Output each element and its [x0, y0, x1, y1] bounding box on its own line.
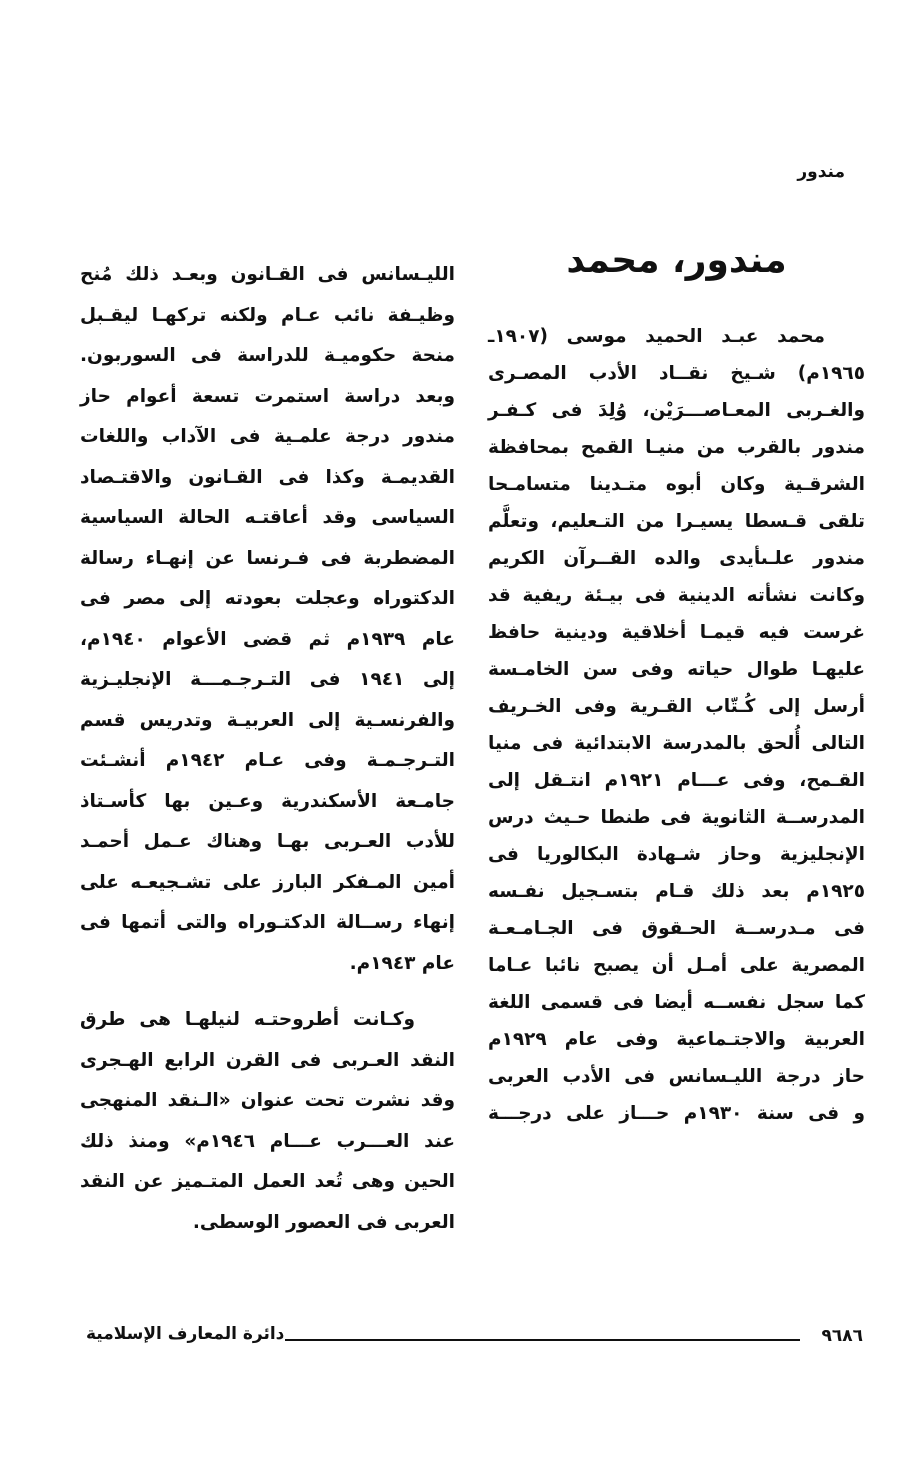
- text-line: منحة حكوميـة للدراسة فى السوربون.: [80, 345, 455, 366]
- text-line: تلقى قـسطا يسيـرا من التـعليم، وتعلَّم: [488, 511, 865, 532]
- text-line: وظيـفة نائب عـام ولكنه تركهـا ليقـبل: [80, 304, 455, 326]
- text-line: مندور علـىأيدى والده القــرآن الكريم: [488, 548, 865, 569]
- text-line: وبعد دراسة استمرت تسعة أعوام حاز: [80, 385, 455, 407]
- text-line: عند العـــرب عـــام ١٩٤٦م» ومنذ ذلك: [80, 1130, 456, 1152]
- text-line: عام ١٩٤٣م.: [349, 952, 455, 974]
- text-line: محمد عبـد الحميد موسى (١٩٠٧ـ: [488, 326, 825, 347]
- text-line: الحين وهى تُعد العمل المتـميز عن النقد: [80, 1171, 455, 1192]
- text-line: مندور بالقرب من منيـا القمح بمحافظة: [488, 437, 865, 458]
- paragraph-gap: [80, 984, 455, 1000]
- running-head: مندور: [797, 162, 845, 182]
- text-line: النقد العـربى فى القرن الرابع الهـجرى: [80, 1049, 455, 1071]
- text-line: التـرجـمـة وفى عـام ١٩٤٢م أنشـئت: [80, 750, 456, 771]
- left-column: [80, 255, 455, 1243]
- text-line: المدرســة الثانوية فى طنطا حـيث درس: [488, 807, 865, 828]
- text-line: الليـسانس فى القـانون وبعـد ذلك مُنح: [80, 264, 455, 285]
- text-line: مندور درجة علمـية فى الآداب واللغات: [80, 426, 455, 447]
- text-line: إنهاء رســالة الدكتـوراه والتى أتمها فى: [80, 912, 455, 933]
- text-line: كما سجل نفســه أيضا فى قسمى اللغة: [488, 992, 865, 1013]
- text-line: إلى ١٩٤١ فى التـرجـمـــة الإنجليـزية: [80, 669, 455, 690]
- text-line: التالى أُلحق بالمدرسة الابتدائية فى منيا: [488, 733, 865, 754]
- text-line: السياسى وقد أعاقتـه الحالة السياسية: [80, 507, 455, 528]
- footer-rule: [285, 1339, 800, 1341]
- text-line: وكـانت أطروحتـه لنيلهـا هى طرق: [80, 1009, 415, 1030]
- text-line: الدكتوراه وعجلت بعودته إلى مصر فى: [80, 588, 455, 609]
- text-line: عام ١٩٣٩م ثم قضى الأعوام ١٩٤٠م،: [80, 628, 455, 650]
- text-line: والفرنسـية إلى العربيـة وتدريس قسم: [80, 709, 455, 731]
- page-number: ٩٦٨٦: [821, 1326, 863, 1346]
- text-line: العربية والاجتـماعية وفى عام ١٩٢٩م: [488, 1029, 865, 1050]
- text-line: و فى سنة ١٩٣٠م حـــاز على درجـــة: [488, 1103, 865, 1124]
- text-line: ١٩٦٥م) شـيخ نقــاد الأدب المصـرى: [488, 363, 865, 384]
- text-line: غرست فيه قيمـا أخلاقية ودينية حافظ: [488, 622, 865, 643]
- text-line: ١٩٢٥م بعد ذلك قـام بتسـجيل نفـسه: [488, 881, 865, 902]
- text-line: القديمـة وكذا فى القـانون والاقتـصاد: [80, 466, 455, 488]
- text-line: وكانت نشأته الدينية فى بيـئة ريفية قد: [488, 585, 865, 606]
- text-line: المضطربة فى فـرنسا عن إنهـاء رسالة: [80, 547, 455, 569]
- text-line: فى مـدرســة الحـقوق فى الجـامـعـة: [488, 918, 865, 939]
- text-line: عليهـا طوال حياته وفى سن الخامـسة: [488, 659, 865, 680]
- text-line: أرسل إلى كُـتّاب القـرية وفى الخـريف: [488, 696, 865, 717]
- text-line: الإنجليزية وحاز شـهادة البكالوريا فى: [488, 844, 865, 865]
- text-line: وقد نشرت تحت عنوان «الـنقد المنهجى: [80, 1090, 455, 1111]
- text-line: حاز درجة الليـسانس فى الأدب العربى: [488, 1066, 865, 1087]
- text-line: جامـعة الأسكندرية وعـين بها كأسـتاذ: [80, 790, 455, 812]
- article-title: مندور، محمد: [566, 240, 787, 281]
- text-line: الشرقـية وكان أبوه متـدينا متسامـحا: [488, 474, 865, 495]
- publication-title: دائرة المعارف الإسلامية: [86, 1324, 285, 1344]
- right-column: [488, 318, 865, 1132]
- text-line: المصرية على أمـل أن يصبح نائبا عـاما: [488, 955, 865, 976]
- text-line: للأدب العـربى بهـا وهناك عـمل أحمـد: [80, 831, 455, 852]
- text-line: القـمح، وفى عـــام ١٩٢١م انتـقل إلى: [488, 770, 865, 791]
- text-line: أمين المـفكر البارز على تشـجيعـه على: [80, 871, 455, 893]
- text-line: العربى فى العصور الوسطى.: [192, 1211, 455, 1233]
- text-line: والغـربى المعـاصـــرَيْن، وُلِدَ فى كـفـر: [488, 400, 865, 421]
